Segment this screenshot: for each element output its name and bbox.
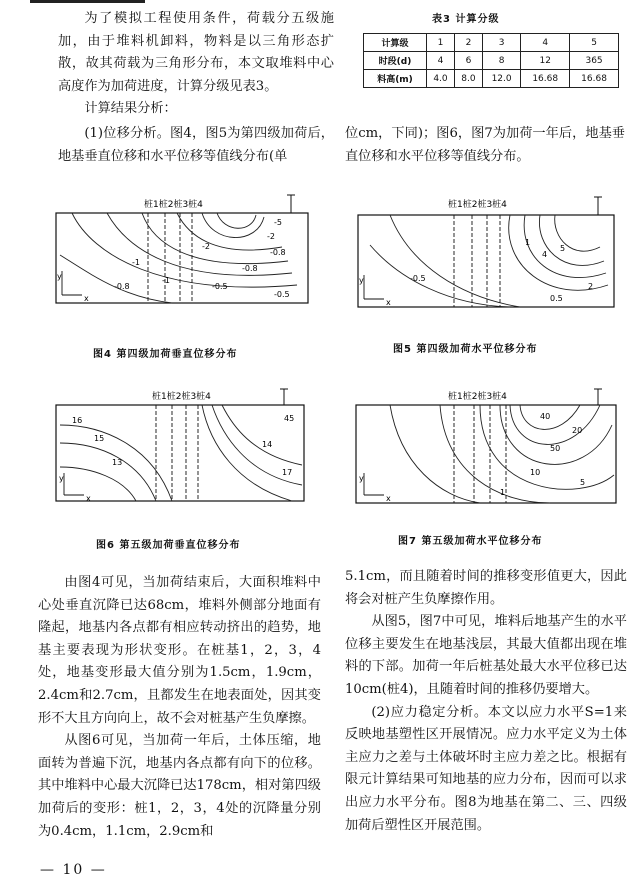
table3-cell: 8.0 xyxy=(454,70,482,88)
contour-labels xyxy=(410,238,593,303)
right-column xyxy=(345,566,627,837)
table3-header-cell: 5 xyxy=(570,34,619,52)
table3-cell: 8 xyxy=(482,52,520,70)
y-axis-label: y xyxy=(59,474,64,483)
contour-label: 20 xyxy=(572,426,583,435)
contour-label: 17 xyxy=(282,468,293,477)
table3-row xyxy=(364,70,619,88)
displacement-continuation: 位cm，下同)；图6，图7为加荷一年后，地基垂直位移和水平位移等值线分布。 xyxy=(345,126,625,164)
contour-label: -2 xyxy=(202,242,210,251)
pile-lines xyxy=(454,215,500,307)
contour-line xyxy=(60,443,156,501)
contour-line xyxy=(510,405,600,444)
intro-paragraph: 为了模拟工程使用条件，荷载分五级施加，由于堆料机卸料，物料是以三角形态扩散，故其荷载为三角形分布，本文取堆料中心高度作为加荷进度，计算分级见表3。 xyxy=(58,11,334,94)
contour-label: 5 xyxy=(580,478,586,487)
contour-label: 1 xyxy=(500,488,506,497)
axis-indicator xyxy=(364,275,384,299)
contour-label: -1 xyxy=(162,276,170,285)
contour-line xyxy=(440,405,550,503)
figure-frame xyxy=(56,213,308,303)
table3-cell: 16.68 xyxy=(570,70,619,88)
contour-label: -0.5 xyxy=(410,274,426,283)
contour-line xyxy=(202,405,295,501)
contour-label: 40 xyxy=(540,412,551,421)
table3-cell: 12 xyxy=(521,52,570,70)
contour-labels xyxy=(72,414,294,477)
contour-label: 2 xyxy=(588,282,594,291)
contour-label: 0.5 xyxy=(550,294,563,303)
contour-label: 45 xyxy=(284,414,295,423)
contour-label: 4 xyxy=(542,250,548,259)
figure-5 xyxy=(350,185,620,315)
pile-lines xyxy=(454,405,506,503)
x-axis-label: x xyxy=(84,294,89,303)
contour-label: -0.5 xyxy=(274,290,290,299)
contour-label: -5 xyxy=(274,218,282,227)
contour-line xyxy=(60,255,172,303)
contour-label: -1 xyxy=(132,258,140,267)
axis-indicator xyxy=(64,473,84,495)
contour-label: 16 xyxy=(72,416,83,425)
figure-7 xyxy=(350,385,622,520)
table3-row-label: 时段(d) xyxy=(364,52,427,70)
contour-label: -2 xyxy=(267,232,275,241)
y-axis-label: y xyxy=(359,276,364,285)
contour-lines xyxy=(370,215,608,307)
table3-cell: 365 xyxy=(570,52,619,70)
load-marker-icon xyxy=(280,389,288,405)
axis-indicator xyxy=(62,271,82,295)
figure-6 xyxy=(52,385,314,520)
body-paragraph: 从图6可见，当加荷一年后，土体压缩，地面转为普遍下沉，地基内各点都有向下的位移。其中堆料中心最大沉降已达178cm，相对第四级加荷后的变形：桩1，2，3，4处的沉降量分别为0.4cm，1.1cm，2.9cm和 xyxy=(38,733,321,839)
contour-lines xyxy=(60,213,297,303)
contour-line xyxy=(202,213,264,238)
contour-label: 14 xyxy=(262,440,273,449)
pile-lines xyxy=(156,405,198,501)
contour-line xyxy=(539,215,604,265)
table3-cell: 4 xyxy=(427,52,455,70)
results-heading: 计算结果分析： xyxy=(84,101,177,117)
pile-lines xyxy=(148,213,192,303)
table3-cell: 16.68 xyxy=(521,70,570,88)
figure-piles-label: 桩1桩2桩3桩4 xyxy=(448,200,507,210)
table3-header-row xyxy=(364,34,619,52)
table3 xyxy=(363,33,619,88)
load-marker-icon xyxy=(287,195,295,213)
load-marker-icon xyxy=(594,389,602,405)
table3-cell: 4.0 xyxy=(427,70,455,88)
y-axis-label: y xyxy=(57,272,62,281)
contour-line xyxy=(60,467,136,501)
figure-5-caption: 图5 第四级加荷水平位移分布 xyxy=(393,344,538,355)
figure-piles-label: 桩1桩2桩3桩4 xyxy=(144,200,203,210)
page-number: — 10 — xyxy=(40,862,107,878)
contour-label: 50 xyxy=(550,444,561,453)
table3-header-cell: 1 xyxy=(427,34,455,52)
table3-cell: 12.0 xyxy=(482,70,520,88)
table3-cell: 6 xyxy=(454,52,482,70)
figure-4-caption: 图4 第四级加荷垂直位移分布 xyxy=(93,349,238,360)
table3-row-label: 料高(m) xyxy=(364,70,427,88)
contour-label: -0.8 xyxy=(114,282,130,291)
contour-label: 13 xyxy=(112,458,123,467)
body-paragraph: 由图4可见，当加荷结束后，大面积堆料中心处垂直沉降已达68cm，堆料外侧部分地面有隆起，地基内各点都有相应转动挤出的趋势，地基主要表现为形状变形。在桩基1，2，3，4处，地基变形最大值分别为1.5cm，1.9cm，2.4cm和2.7cm，且都发生在地表面处，因其变形不大且方向向上，故不会对桩基产生负摩擦。 xyxy=(38,575,321,726)
x-axis-label: x xyxy=(86,494,91,503)
table3-header-cell: 2 xyxy=(454,34,482,52)
top-rule xyxy=(30,0,145,3)
contour-label: 15 xyxy=(94,434,105,443)
axis-indicator xyxy=(364,473,384,495)
contour-label: 5 xyxy=(560,244,566,253)
figure-piles-label: 桩1桩2桩3桩4 xyxy=(152,392,211,402)
displacement-analysis: (1)位移分析。图4，图5为第四级加荷后，地基垂直位移和水平位移等值线分布(单 xyxy=(58,126,334,164)
table3-header-cell: 3 xyxy=(482,34,520,52)
contour-line xyxy=(217,213,256,228)
contour-label: -0.5 xyxy=(212,282,228,291)
table3-title: 表3 计算分级 xyxy=(432,14,500,25)
figure-6-caption: 图6 第五级加荷垂直位移分布 xyxy=(96,540,241,551)
table3-header-cell: 4 xyxy=(521,34,570,52)
contour-line xyxy=(509,215,608,290)
body-paragraph: 5.1cm，而且随着时间的推移变形值更大，因此将会对桩产生负摩擦作用。 xyxy=(345,569,627,607)
contour-lines xyxy=(60,405,302,501)
body-paragraph: 从图5，图7中可见，堆料后地基产生的水平位移主要发生在地基浅层，其最大值都出现在堆料的下部。加荷一年后桩基处最大水平位移已达10cm(桩4)，且随着时间的推移仍要增大。 xyxy=(345,614,627,697)
figure-piles-label: 桩1桩2桩3桩4 xyxy=(448,392,507,402)
load-marker-icon xyxy=(594,197,602,215)
intro-block xyxy=(58,8,334,121)
table3-header-cell: 计算级 xyxy=(364,34,427,52)
x-axis-label: x xyxy=(386,494,391,503)
contour-label: -0.8 xyxy=(242,264,258,273)
contour-labels xyxy=(500,412,585,497)
x-axis-label: x xyxy=(386,298,391,307)
left-column xyxy=(38,572,321,843)
contour-line xyxy=(390,215,520,307)
contour-label: 1 xyxy=(525,238,531,247)
contour-line xyxy=(390,405,480,503)
y-axis-label: y xyxy=(359,474,364,483)
body-paragraph: (2)应力稳定分析。本文以应力水平S=1来反映地基塑性区开展情况。应力水平定义为土体主应力之差与土体破坏时主应力差之比。根据有限元计算结果可知地基的应力分布，因而可以求出应力水平分布。图8为地基在第二、三、四级加荷后塑性区开展范围。 xyxy=(345,704,627,833)
table3-row xyxy=(364,52,619,70)
figure-4 xyxy=(52,185,314,315)
figure-7-caption: 图7 第五级加荷水平位移分布 xyxy=(398,536,543,547)
contour-label: -0.8 xyxy=(270,248,286,257)
contour-label: 10 xyxy=(530,468,541,477)
